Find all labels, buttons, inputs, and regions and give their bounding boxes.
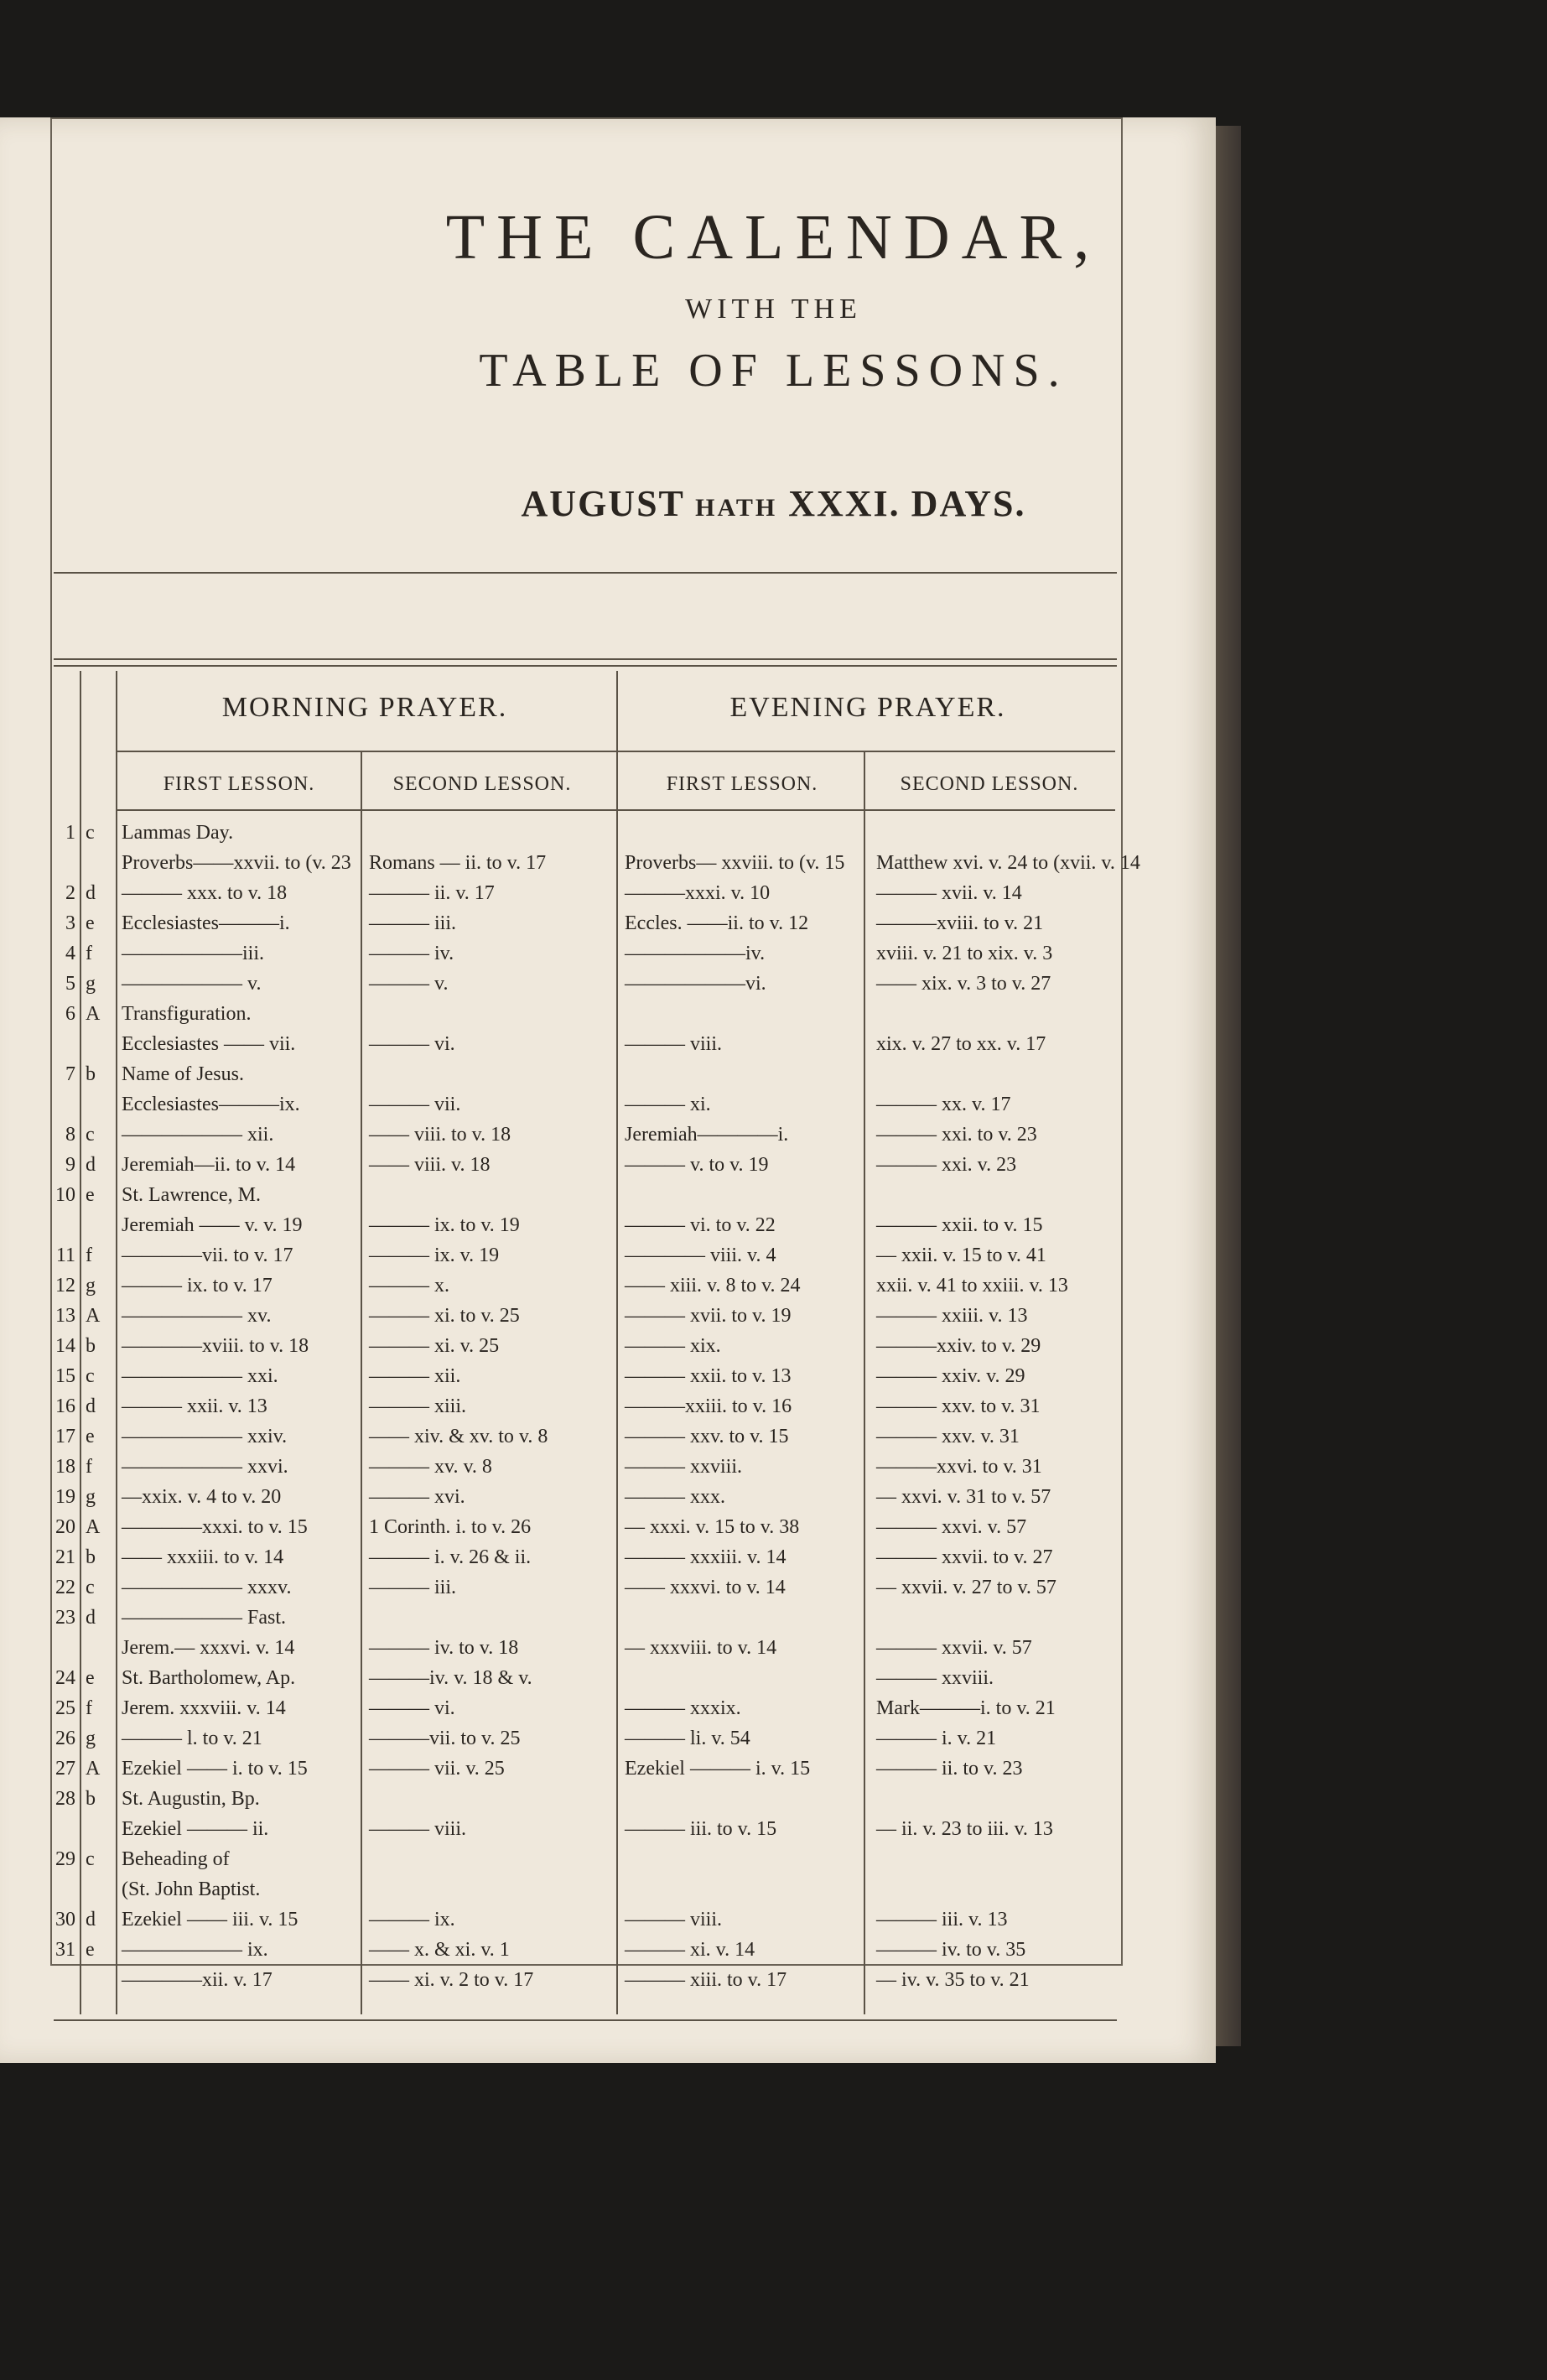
evening-second-lesson: ——— xxiii. v. 13 [876,1305,1028,1327]
evening-second-lesson: ——— iv. to v. 35 [876,1939,1026,1961]
table-row [0,1305,1216,1335]
table-row [0,1879,1216,1909]
table-row [0,943,1216,973]
morning-first-lesson: —————— Fast. [122,1607,287,1629]
evening-second-lesson: xviii. v. 21 to xix. v. 3 [876,943,1053,964]
morning-first-lesson: Beheading of [122,1848,230,1870]
day-number: 5 [65,973,75,995]
day-number: 6 [65,1003,75,1025]
morning-second-lesson: ——— ix. to v. 19 [369,1214,520,1236]
dominical-letter: d [86,1909,96,1931]
day-number: 23 [55,1607,75,1629]
month-days: XXXI. DAYS. [788,483,1026,524]
evening-first-lesson: ——— xxv. to v. 15 [625,1426,789,1447]
evening-first-lesson: ———xxxi. v. 10 [625,882,771,904]
morning-first-lesson: —————— xxi. [122,1365,278,1387]
evening-prayer-header: EVENING PRAYER. [729,692,1006,723]
dominical-letter: c [86,1124,95,1146]
table-row [0,1154,1216,1184]
dominical-letter: e [86,1426,95,1447]
evening-first-lesson: ——— xxxix. [625,1697,741,1719]
table-row [0,1124,1216,1154]
morning-first-lesson: —————— xxiv. [122,1426,288,1447]
morning-second-lesson: ——— xi. to v. 25 [369,1305,520,1327]
day-number: 30 [55,1909,75,1931]
evening-first-lesson: ——— xxxiii. v. 14 [625,1546,786,1568]
evening-second-lesson: ——— iii. v. 13 [876,1909,1008,1931]
morning-second-lesson: —— xi. v. 2 to v. 17 [369,1969,534,1991]
morning-first-lesson: St. Lawrence, M. [122,1184,261,1206]
evening-first-lesson: ——————iv. [625,943,766,964]
evening-first-lesson: ——— xi. v. 14 [625,1939,755,1961]
table-row [0,1335,1216,1365]
morning-first-lesson: Ezekiel —— iii. v. 15 [122,1909,298,1931]
day-number: 18 [55,1456,75,1478]
day-number: 28 [55,1788,75,1810]
table-row [0,1275,1216,1305]
morning-first-lesson: —xxix. v. 4 to v. 20 [122,1486,282,1508]
divider [54,658,1117,660]
table-row [0,1818,1216,1848]
dominical-letter: d [86,1154,96,1176]
table-row [0,1365,1216,1395]
dominical-letter: e [86,1939,95,1961]
table-row [0,822,1216,852]
morning-second-lesson: ——— v. [369,973,449,995]
morning-first-lesson: ——— ix. to v. 17 [122,1275,273,1297]
evening-first-lesson: ——— vi. to v. 22 [625,1214,776,1236]
morning-first-lesson: —————— ix. [122,1939,268,1961]
month-heading [0,482,1547,525]
day-number: 10 [55,1184,75,1206]
table-row [0,1184,1216,1214]
morning-prayer-header: MORNING PRAYER. [221,692,508,723]
morning-second-lesson-header: SECOND LESSON. [392,773,572,795]
table-row [0,1939,1216,1969]
evening-second-lesson: — xxii. v. 15 to v. 41 [876,1245,1046,1266]
divider [54,2019,1117,2021]
day-number: 3 [65,912,75,934]
morning-second-lesson: ——— vii. [369,1094,461,1115]
dominical-letter: g [86,1275,96,1297]
evening-second-lesson: —— xix. v. 3 to v. 27 [876,973,1051,995]
table-row [0,1003,1216,1033]
day-number: 13 [55,1305,75,1327]
table-row [0,1063,1216,1094]
evening-second-lesson: ——— xxvi. v. 57 [876,1516,1027,1538]
morning-second-lesson: ——— ii. v. 17 [369,882,495,904]
morning-second-lesson: —— viii. to v. 18 [369,1124,511,1146]
evening-first-lesson: ——— viii. [625,1033,723,1055]
table-row [0,882,1216,912]
morning-first-lesson: Ecclesiastes———i. [122,912,290,934]
table-row [0,1426,1216,1456]
table-row [0,1094,1216,1124]
dominical-letter: d [86,1607,96,1629]
table-row [0,1758,1216,1788]
dominical-letter: b [86,1335,96,1357]
evening-first-lesson: — xxxi. v. 15 to v. 38 [625,1516,800,1538]
morning-first-lesson: —————— xii. [122,1124,274,1146]
table-row [0,1667,1216,1697]
day-number: 20 [55,1516,75,1538]
evening-first-lesson: ———— viii. v. 4 [625,1245,776,1266]
morning-second-lesson: ——— ix. [369,1909,455,1931]
evening-second-lesson: ——— xxv. v. 31 [876,1426,1020,1447]
evening-first-lesson: ——————vi. [625,973,766,995]
table-row [0,1033,1216,1063]
evening-first-lesson: ——— xi. [625,1094,711,1115]
dominical-letter: c [86,1365,95,1387]
evening-first-lesson: ——— v. to v. 19 [625,1154,769,1176]
evening-second-lesson: ——— xx. v. 17 [876,1094,1011,1115]
day-number: 1 [65,822,75,844]
day-number: 15 [55,1365,75,1387]
day-number: 11 [55,1245,75,1266]
table-row [0,1637,1216,1667]
dominical-letter: e [86,1184,95,1206]
day-number: 26 [55,1728,75,1749]
dominical-letter: e [86,912,95,934]
evening-first-lesson: ——— viii. [625,1909,723,1931]
morning-second-lesson: ——— xiii. [369,1395,467,1417]
morning-first-lesson: Proverbs——xxvii. to (v. 23 [122,852,351,874]
dominical-letter: A [86,1003,101,1025]
day-number: 9 [65,1154,75,1176]
dominical-letter: A [86,1516,101,1538]
morning-first-lesson: St. Augustin, Bp. [122,1788,260,1810]
evening-second-lesson: xxii. v. 41 to xxiii. v. 13 [876,1275,1068,1297]
day-number: 27 [55,1758,75,1780]
morning-first-lesson: ——— xxii. v. 13 [122,1395,267,1417]
evening-second-lesson: ———xxvi. to v. 31 [876,1456,1042,1478]
day-number: 4 [65,943,75,964]
dominical-letter: A [86,1758,101,1780]
morning-first-lesson: Lammas Day. [122,822,234,844]
evening-second-lesson: — xxvii. v. 27 to v. 57 [876,1577,1056,1598]
evening-second-lesson: ——— xvii. v. 14 [876,882,1022,904]
table-row [0,1697,1216,1728]
evening-second-lesson: — xxvi. v. 31 to v. 57 [876,1486,1051,1508]
evening-second-lesson: Matthew xvi. v. 24 to (xvii. v. 14 [876,852,1140,874]
morning-first-lesson: ————xii. v. 17 [122,1969,273,1991]
morning-second-lesson: ——— iv. to v. 18 [369,1637,519,1659]
morning-first-lesson: Jeremiah—ii. to v. 14 [122,1154,296,1176]
evening-second-lesson: ———xviii. to v. 21 [876,912,1044,934]
evening-first-lesson: ———xxiii. to v. 16 [625,1395,792,1417]
morning-second-lesson: ——— xi. v. 25 [369,1335,500,1357]
morning-second-lesson: ———vii. to v. 25 [369,1728,521,1749]
morning-first-lesson: ————vii. to v. 17 [122,1245,293,1266]
day-number: 31 [55,1939,75,1961]
evening-second-lesson-header: SECOND LESSON. [900,773,1079,795]
dominical-letter: e [86,1667,95,1689]
day-number: 14 [55,1335,75,1357]
evening-first-lesson: Proverbs— xxviii. to (v. 15 [625,852,845,874]
dominical-letter: f [86,943,92,964]
morning-first-lesson: —————— xxvi. [122,1456,288,1478]
table-row [0,1395,1216,1426]
evening-second-lesson: ——— xxvii. to v. 27 [876,1546,1053,1568]
dominical-letter: A [86,1305,101,1327]
morning-second-lesson: ———iv. v. 18 & v. [369,1667,532,1689]
table-row [0,1969,1216,1999]
table-row [0,973,1216,1003]
table-row [0,1516,1216,1546]
dominical-letter: c [86,822,95,844]
day-number: 24 [55,1667,75,1689]
evening-second-lesson: ———xxiv. to v. 29 [876,1335,1041,1357]
evening-second-lesson: ——— xxvii. v. 57 [876,1637,1032,1659]
table-row [0,1728,1216,1758]
evening-second-lesson: Mark———i. to v. 21 [876,1697,1056,1719]
morning-second-lesson: —— viii. v. 18 [369,1154,491,1176]
dominical-letter: g [86,973,96,995]
table-row [0,1848,1216,1879]
evening-first-lesson-header: FIRST LESSON. [666,773,818,795]
evening-first-lesson: ——— xxii. to v. 13 [625,1365,792,1387]
divider [54,665,1117,667]
morning-first-lesson-header: FIRST LESSON. [163,773,315,795]
dominical-letter: f [86,1697,92,1719]
morning-first-lesson: Ezekiel —— i. to v. 15 [122,1758,308,1780]
morning-first-lesson: ————xviii. to v. 18 [122,1335,309,1357]
morning-first-lesson: Ecclesiastes———ix. [122,1094,300,1115]
evening-second-lesson: xix. v. 27 to xx. v. 17 [876,1033,1046,1055]
morning-first-lesson: Ecclesiastes —— vii. [122,1033,296,1055]
morning-first-lesson: —————— xxxv. [122,1577,292,1598]
evening-first-lesson: — xxxviii. to v. 14 [625,1637,777,1659]
evening-first-lesson: ——— xix. [625,1335,721,1357]
dominical-letter: d [86,882,96,904]
table-row [0,912,1216,943]
morning-second-lesson: —— xiv. & xv. to v. 8 [369,1426,548,1447]
morning-first-lesson: St. Bartholomew, Ap. [122,1667,296,1689]
table-row [0,1486,1216,1516]
day-number: 2 [65,882,75,904]
morning-second-lesson: ——— xii. [369,1365,461,1387]
morning-first-lesson: Transfiguration. [122,1003,252,1025]
evening-first-lesson: ——— xxx. [625,1486,725,1508]
evening-first-lesson: Jeremiah————i. [625,1124,789,1146]
day-number: 17 [55,1426,75,1447]
day-number: 21 [55,1546,75,1568]
evening-first-lesson: —— xxxvi. to v. 14 [625,1577,786,1598]
table-row [0,1909,1216,1939]
day-number: 19 [55,1486,75,1508]
day-number: 7 [65,1063,75,1085]
dominical-letter: d [86,1395,96,1417]
morning-second-lesson: ——— vi. [369,1033,455,1055]
dominical-letter: f [86,1245,92,1266]
morning-second-lesson: ——— iii. [369,1577,457,1598]
table-row [0,1245,1216,1275]
dominical-letter: b [86,1788,96,1810]
morning-first-lesson: Ezekiel ——— ii. [122,1818,269,1840]
morning-second-lesson: ——— xv. v. 8 [369,1456,492,1478]
morning-first-lesson: Name of Jesus. [122,1063,244,1085]
evening-second-lesson: ——— xxiv. v. 29 [876,1365,1025,1387]
morning-first-lesson: ————xxxi. to v. 15 [122,1516,308,1538]
morning-second-lesson: ——— x. [369,1275,449,1297]
evening-first-lesson: —— xiii. v. 8 to v. 24 [625,1275,801,1297]
divider [54,572,1117,574]
evening-second-lesson: ——— xxi. v. 23 [876,1154,1017,1176]
morning-first-lesson: ——— xxx. to v. 18 [122,882,288,904]
morning-second-lesson: ——— ix. v. 19 [369,1245,500,1266]
day-number: 25 [55,1697,75,1719]
morning-second-lesson: ——— vi. [369,1697,455,1719]
morning-first-lesson: Jerem. xxxviii. v. 14 [122,1697,286,1719]
morning-second-lesson: —— x. & xi. v. 1 [369,1939,510,1961]
evening-first-lesson: ——— iii. to v. 15 [625,1818,777,1840]
evening-first-lesson: Ezekiel ——— i. v. 15 [625,1758,811,1780]
morning-first-lesson: (St. John Baptist. [122,1879,261,1900]
evening-second-lesson: ——— xxviii. [876,1667,994,1689]
table-row [0,1607,1216,1637]
evening-first-lesson: Eccles. ——ii. to v. 12 [625,912,809,934]
morning-second-lesson: ——— xvi. [369,1486,465,1508]
evening-second-lesson: ——— ii. to v. 23 [876,1758,1023,1780]
morning-first-lesson: Jerem.— xxxvi. v. 14 [122,1637,295,1659]
dominical-letter: f [86,1456,92,1478]
morning-first-lesson: Jeremiah —— v. v. 19 [122,1214,303,1236]
dominical-letter: c [86,1848,95,1870]
evening-second-lesson: — iv. v. 35 to v. 21 [876,1969,1030,1991]
day-number: 22 [55,1577,75,1598]
table-row [0,1788,1216,1818]
evening-second-lesson: ——— xxv. to v. 31 [876,1395,1041,1417]
morning-second-lesson: 1 Corinth. i. to v. 26 [369,1516,532,1538]
morning-second-lesson: Romans — ii. to v. 17 [369,852,547,874]
dominical-letter: b [86,1546,96,1568]
morning-first-lesson: —————— v. [122,973,262,995]
evening-second-lesson: — ii. v. 23 to iii. v. 13 [876,1818,1053,1840]
calendar-title: THE CALENDAR, [445,202,1102,273]
day-number: 29 [55,1848,75,1870]
evening-first-lesson: ——— xiii. to v. 17 [625,1969,787,1991]
morning-first-lesson: ——————iii. [122,943,265,964]
month-hath: HATH [695,494,778,522]
table-row [0,852,1216,882]
day-number: 12 [55,1275,75,1297]
morning-second-lesson: ——— iv. [369,943,454,964]
morning-first-lesson: ——— l. to v. 21 [122,1728,262,1749]
dominical-letter: c [86,1577,95,1598]
dominical-letter: g [86,1486,96,1508]
evening-first-lesson: ——— xvii. to v. 19 [625,1305,792,1327]
morning-second-lesson: ——— viii. [369,1818,467,1840]
table-row [0,1577,1216,1607]
dominical-letter: g [86,1728,96,1749]
evening-second-lesson: ——— i. v. 21 [876,1728,997,1749]
evening-second-lesson: ——— xxii. to v. 15 [876,1214,1043,1236]
evening-first-lesson: ——— xxviii. [625,1456,743,1478]
day-number: 16 [55,1395,75,1417]
month-name: AUGUST [521,483,685,524]
calendar-subtitle: WITH THE [685,294,862,325]
morning-second-lesson: ——— iii. [369,912,457,934]
morning-first-lesson: —— xxxiii. to v. 14 [122,1546,284,1568]
table-row [0,1214,1216,1245]
morning-first-lesson: —————— xv. [122,1305,272,1327]
dominical-letter: b [86,1063,96,1085]
table-row [0,1546,1216,1577]
lessons-title: TABLE OF LESSONS. [479,345,1068,397]
evening-second-lesson: ——— xxi. to v. 23 [876,1124,1037,1146]
evening-first-lesson: ——— li. v. 54 [625,1728,750,1749]
day-number: 8 [65,1124,75,1146]
morning-second-lesson: ——— vii. v. 25 [369,1758,505,1780]
morning-second-lesson: ——— i. v. 26 & ii. [369,1546,532,1568]
table-row [0,1456,1216,1486]
